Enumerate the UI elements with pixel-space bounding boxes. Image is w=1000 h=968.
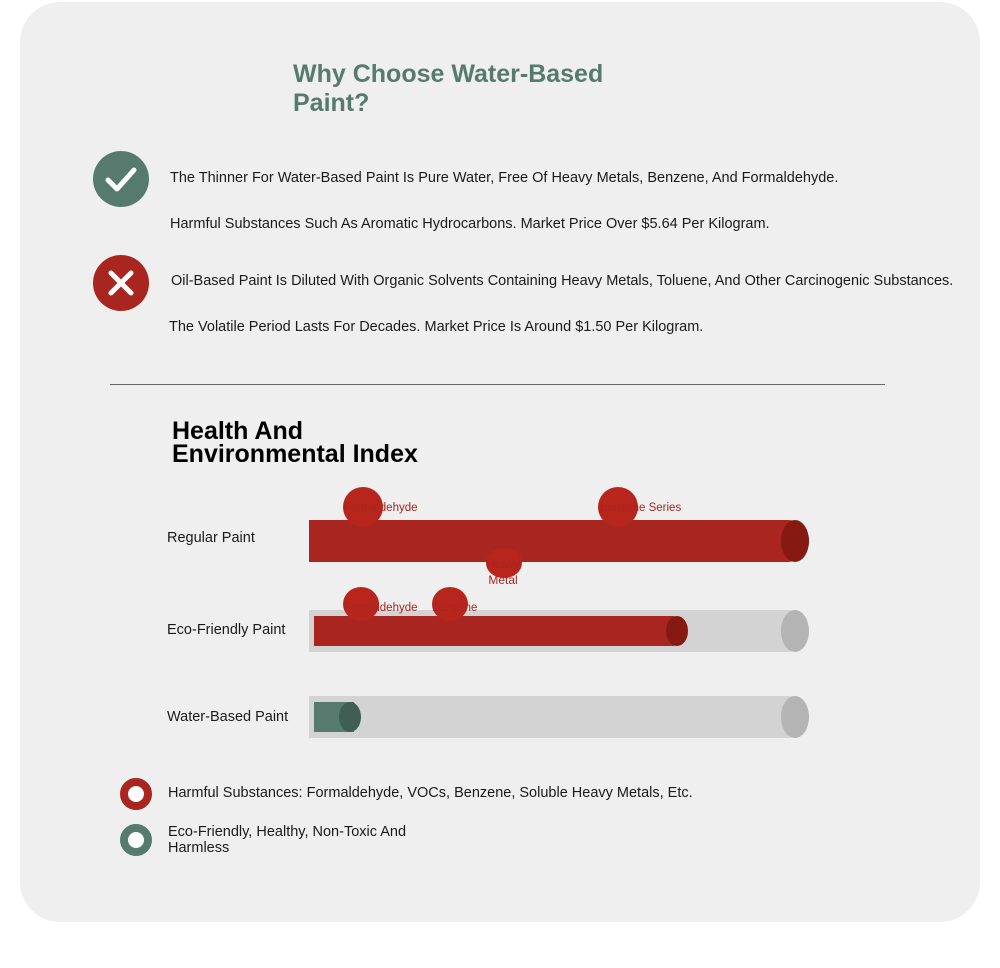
row-label-water-based-paint: Water-Based Paint [167,709,289,725]
water-based-statement-2: Harmful Substances Such As Aromatic Hydrocarbons. Market Price Over $5.64 Per Kilogram. [170,216,770,232]
tag-benzene-eco: Benzene [432,602,478,614]
cross-icon [93,255,149,311]
section-divider [110,384,885,385]
check-icon [93,151,149,207]
tag-formaldehyde: Formaldehyde [344,502,418,514]
index-title: Health And Environmental Index [172,417,418,468]
row-label-eco-friendly-paint: Eco-Friendly Paint [167,622,286,638]
bar-regular-paint [309,520,809,562]
legend-eco-text: Eco-Friendly, Healthy, Non-Toxic And Harmless [168,824,407,856]
content-card [20,2,980,922]
oil-based-statement-1: Oil-Based Paint Is Diluted With Organic Solvents Containing Heavy Metals, Toluene, And Other Carcinogenic Substances. [171,273,954,289]
tag-formaldehyde-eco: Formaldehyde [344,602,418,614]
legend-harmful-text: Harmful Substances: Formaldehyde, VOCs, Benzene, Soluble Heavy Metals, Etc. [168,785,693,801]
legend-harmful-marker [120,778,152,810]
bar-track-end [781,696,809,738]
row-label-regular-paint: Regular Paint [167,530,255,546]
tag-benzene-series: Benzene Series [600,502,682,514]
tag-heavy-metal: Heavy Metal [485,557,520,587]
legend-eco-marker [120,824,152,856]
bar-fill-cap [339,702,361,732]
water-based-statement-1: The Thinner For Water-Based Paint Is Pure Water, Free Of Heavy Metals, Benzene, And Formaldehyde. [170,170,839,186]
bar-fill-eco-friendly [314,616,674,646]
oil-based-statement-2: The Volatile Period Lasts For Decades. Market Price Is Around $1.50 Per Kilogram. [169,319,704,335]
bar-eco-friendly-paint [309,610,809,652]
bar-track-end [781,610,809,652]
bar-fill-cap [666,616,688,646]
page-title: Why Choose Water-Based Paint? [293,60,604,117]
bar-end-cap [781,520,809,562]
bar-water-based-paint [309,696,809,738]
